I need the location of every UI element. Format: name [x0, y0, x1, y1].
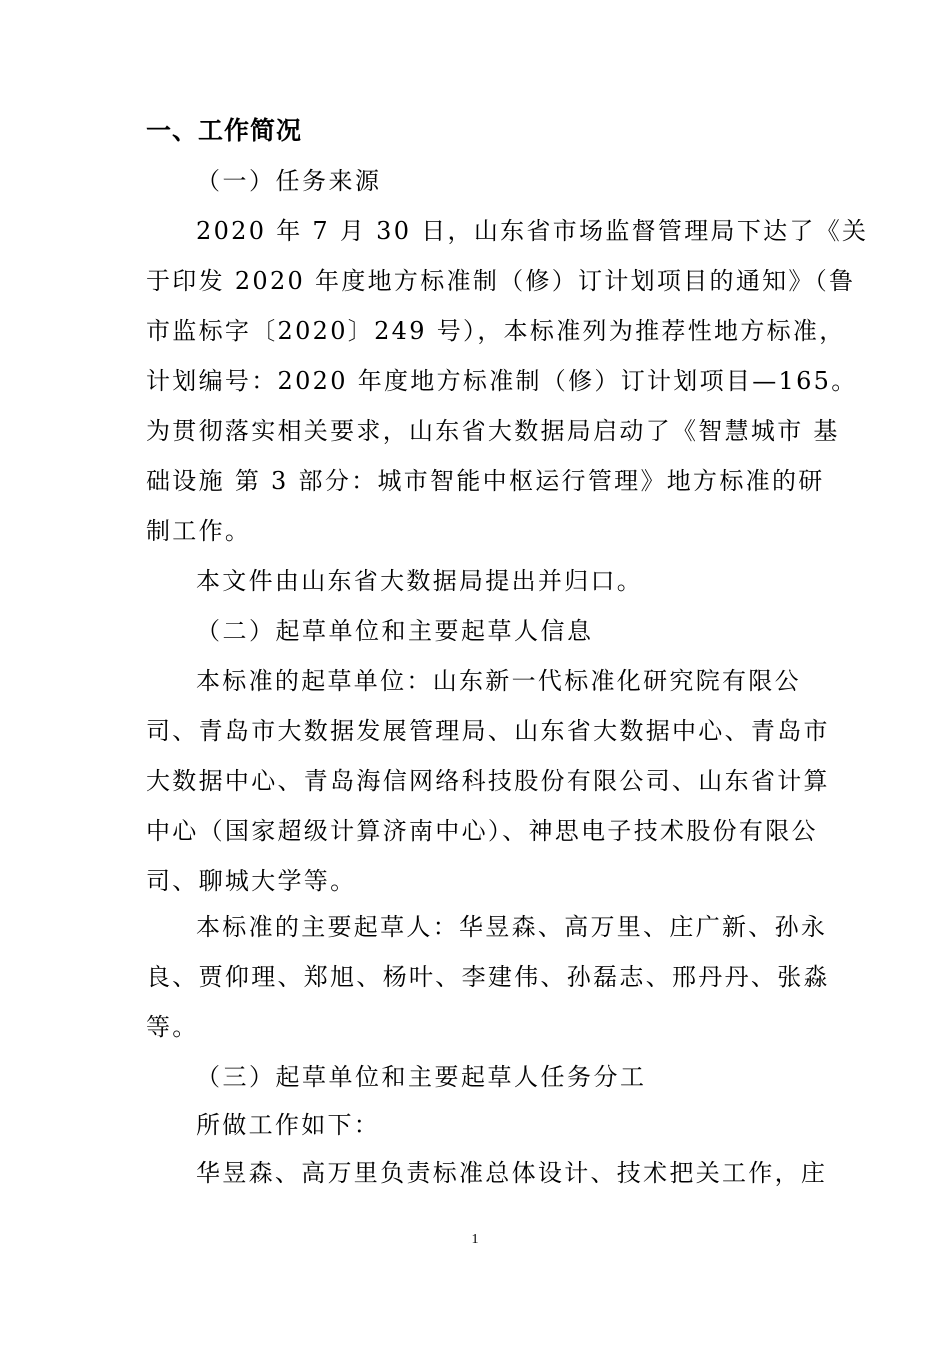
paragraph-line: 于印发 2020 年度地方标准制（修）订计划项目的通知》（鲁 — [146, 267, 856, 295]
subsection-heading-task-division: （三）起草单位和主要起草人任务分工 — [196, 1063, 647, 1091]
paragraph-line: 本文件由山东省大数据局提出并归口。 — [196, 567, 644, 595]
paragraph-line: 本标准的起草单位：山东新一代标准化研究院有限公 — [196, 667, 801, 695]
paragraph-line: 计划编号：2020 年度地方标准制（修）订计划项目—165。 — [146, 367, 858, 395]
paragraph-line: 本标准的主要起草人：华昱森、高万里、庄广新、孙永 — [196, 913, 828, 941]
paragraph-line: 所做工作如下： — [196, 1111, 381, 1139]
paragraph-line: 等。 — [146, 1013, 199, 1041]
subsection-heading-task-source: （一）任务来源 — [196, 167, 382, 195]
paragraph-line: 2020 年 7 月 30 日，山东省市场监督管理局下达了《关 — [196, 217, 869, 245]
paragraph-line: 为贯彻落实相关要求，山东省大数据局启动了《智慧城市 基 — [146, 417, 840, 445]
paragraph-line: 良、贾仰理、郑旭、杨叶、李建伟、孙磊志、邢丹丹、张淼 — [146, 963, 830, 991]
paragraph-line: 大数据中心、青岛海信网络科技股份有限公司、山东省计算 — [146, 767, 830, 795]
section-heading: 一、工作简况 — [146, 116, 303, 145]
subsection-heading-drafting-units: （二）起草单位和主要起草人信息 — [196, 617, 594, 645]
paragraph-line: 制工作。 — [146, 517, 252, 545]
paragraph-line: 华昱森、高万里负责标准总体设计、技术把关工作，庄 — [196, 1159, 828, 1187]
paragraph-line: 司、聊城大学等。 — [146, 867, 357, 895]
page-number: 1 — [471, 1232, 479, 1247]
paragraph-line: 司、青岛市大数据发展管理局、山东省大数据中心、青岛市 — [146, 717, 830, 745]
paragraph-line: 市监标字〔2020〕249 号），本标准列为推荐性地方标准， — [146, 317, 846, 345]
paragraph-line: 中心（国家超级计算济南中心）、神思电子技术股份有限公 — [146, 817, 818, 845]
paragraph-line: 础设施 第 3 部分：城市智能中枢运行管理》地方标准的研 — [146, 467, 825, 495]
